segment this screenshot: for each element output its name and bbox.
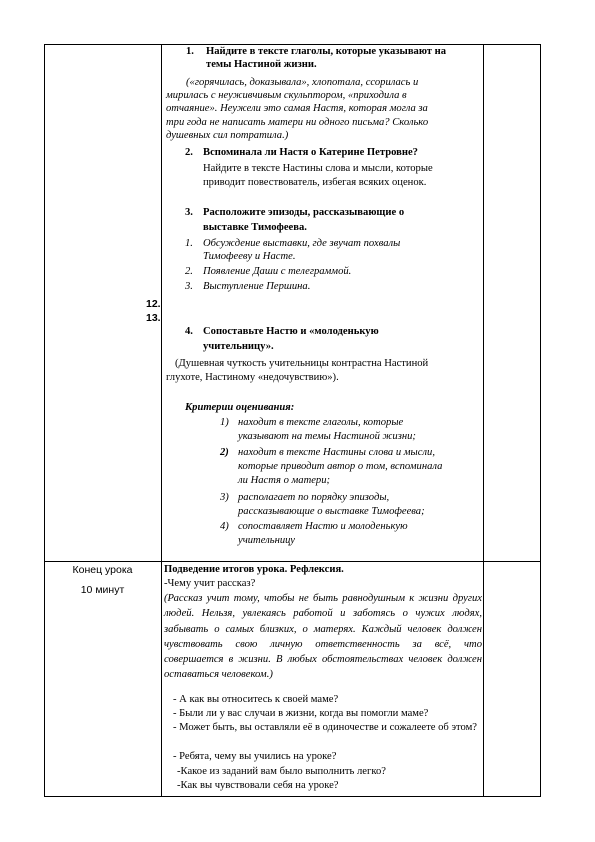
task4-answer-line1: (Душевная чуткость учительницы контрастна Настиной bbox=[175, 358, 429, 369]
criteria-item3-line2: рассказывающие о выставке Тимофеева; bbox=[238, 506, 425, 517]
task4-title-line2: учительницу». bbox=[203, 341, 274, 352]
task4-number: 4. bbox=[185, 326, 193, 337]
task3-item2-line1: Появление Даши с телеграммой. bbox=[203, 266, 352, 277]
reflection-question-4: - Ребята, чему вы учились на уроке? bbox=[173, 751, 337, 762]
task1-title-line1: Найдите в тексте глаголы, которые указывают на bbox=[206, 46, 447, 57]
criteria-item3-number: 3) bbox=[220, 492, 229, 503]
criteria-item4-line2: учительницу bbox=[238, 535, 295, 546]
criteria-item3-line1: располагает по порядку эпизоды, bbox=[238, 492, 390, 503]
reflection-question-5: -Какое из заданий вам было выполнить легко? bbox=[177, 766, 386, 777]
table-border-left bbox=[44, 44, 45, 797]
task3-item3-line1: Выступление Першина. bbox=[203, 281, 311, 292]
task1-answer-line1: («горячилась, доказывала», хлопотала, ссорилась и bbox=[186, 77, 419, 88]
task4-answer-line2: глухоте, Настиному «недочувствию»). bbox=[166, 372, 339, 383]
task3-number: 3. bbox=[185, 207, 193, 218]
table-border-right bbox=[540, 44, 541, 797]
summary-answer: (Рассказ учит тому, чтобы не быть равнодушным к жизни других людей. Нельзя, увлекаясь работой и заботясь о чужих людях, забывать о самых близких, о матерях. Каждый человек должен чувствовать свою личную ответственность за всё, что совершается в жизни. В любых обстоятельствах человек должен оставаться человеком.) bbox=[164, 593, 482, 681]
task3-item1-number: 1. bbox=[185, 238, 193, 249]
task4-title-line1: Сопоставьте Настю и «молоденькую bbox=[203, 326, 379, 337]
summary-heading: Подведение итогов урока. Рефлексия. bbox=[164, 564, 344, 575]
row-number-13: 13. bbox=[146, 312, 161, 324]
criteria-item4-number: 4) bbox=[220, 521, 229, 532]
task2-text-line1: Найдите в тексте Настины слова и мысли, которые bbox=[203, 163, 433, 174]
task1-answer-line4: три года не написать матери ни одного письма? Сколько bbox=[166, 117, 429, 128]
task3-title-line1: Расположите эпизоды, рассказывающие о bbox=[203, 207, 405, 218]
reflection-question-3: - Может быть, вы оставляли её в одиночестве и сожалеете об этом? bbox=[173, 722, 477, 733]
task1-answer-line2: мирилась с неуживчивым скульптором, «приходила в bbox=[166, 90, 407, 101]
task3-item1-line2: Тимофееву и Насте. bbox=[203, 251, 296, 262]
task2-title: Вспоминала ли Настя о Катерине Петровне? bbox=[203, 147, 418, 158]
criteria-item2-number: 2) bbox=[220, 447, 229, 458]
task1-number: 1. bbox=[186, 46, 194, 57]
reflection-question-6: -Как вы чувствовали себя на уроке? bbox=[177, 780, 339, 791]
task3-item1-line1: Обсуждение выставки, где звучат похвалы bbox=[203, 238, 401, 249]
table-border-top bbox=[44, 44, 541, 45]
stage-time: 10 минут bbox=[80, 584, 125, 596]
table-row-divider bbox=[44, 561, 541, 562]
task1-answer-line3: отчаяние». Неужели это самая Настя, которая могла за bbox=[166, 103, 428, 114]
reflection-question-2: - Были ли у вас случаи в жизни, когда вы помогли маме? bbox=[173, 708, 429, 719]
table-border-bottom bbox=[44, 796, 541, 797]
criteria-item2-line2: которые приводит автор о том, вспоминала bbox=[238, 461, 443, 472]
table-col-divider-1 bbox=[161, 44, 162, 797]
criteria-item1-number: 1) bbox=[220, 417, 229, 428]
task1-title-line2: темы Настиной жизни. bbox=[206, 59, 317, 70]
reflection-question-1: - А как вы относитесь к своей маме? bbox=[173, 694, 339, 705]
row-number-12: 12. bbox=[146, 298, 161, 310]
stage-title: Конец урока bbox=[72, 564, 133, 576]
task2-number: 2. bbox=[185, 147, 193, 158]
criteria-item1-line2: указывают на темы Настиной жизни; bbox=[238, 431, 416, 442]
task3-item3-number: 3. bbox=[185, 281, 193, 292]
task3-item2-number: 2. bbox=[185, 266, 193, 277]
task1-answer-line5: душевных сил потратила.) bbox=[166, 130, 289, 141]
task2-text-line2: приводит повествователь, избегая всяких оценок. bbox=[203, 177, 427, 188]
summary-question: -Чему учит рассказ? bbox=[164, 578, 256, 589]
criteria-title: Критерии оценивания: bbox=[185, 402, 295, 413]
criteria-item1-line1: находит в тексте глаголы, которые bbox=[238, 417, 404, 428]
criteria-item2-line1: находит в тексте Настины слова и мысли, bbox=[238, 447, 435, 458]
task3-title-line2: выставке Тимофеева. bbox=[203, 222, 307, 233]
table-col-divider-2 bbox=[483, 44, 484, 797]
criteria-item4-line1: сопоставляет Настю и молоденькую bbox=[238, 521, 408, 532]
criteria-item2-line3: ли Настя о матери; bbox=[238, 475, 331, 486]
